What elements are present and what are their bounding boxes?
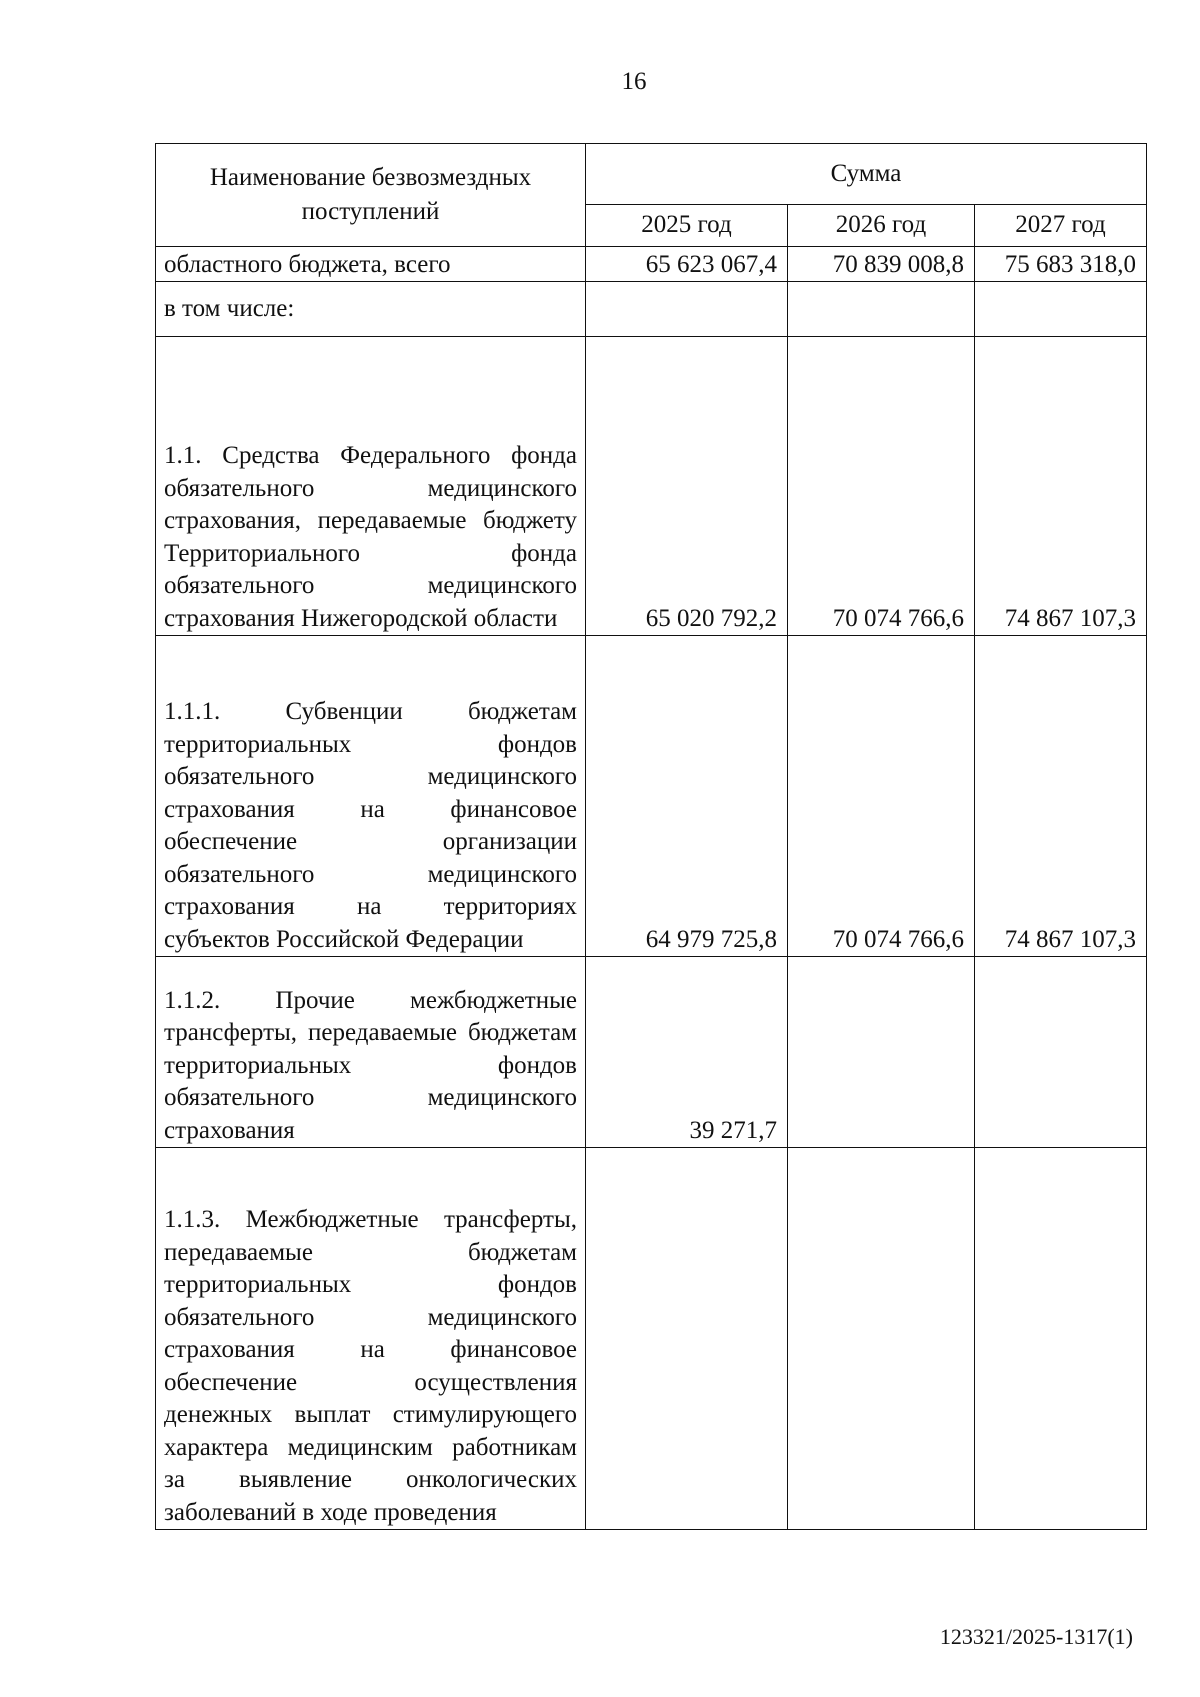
row-value-2027: 75 683 318,0 bbox=[975, 247, 1147, 282]
row-name: 1.1.2. Прочие межбюджетные трансферты, передаваемые бюджетам территориальных фондов обязательного медицинского страхования bbox=[156, 957, 586, 1148]
row-name: в том числе: bbox=[156, 282, 586, 337]
header-sum-column: Сумма bbox=[586, 144, 1147, 205]
row-value-2025: 39 271,7 bbox=[586, 957, 788, 1148]
row-name: 1.1.1. Субвенции бюджетам территориальных фондов обязательного медицинского страхования на финансовое обеспечение организации обязательного медицинского страхования на территориях субъектов Российской Федерации bbox=[156, 636, 586, 957]
row-value-2026 bbox=[788, 957, 975, 1148]
header-name-column: Наименование безвозмездных поступлений bbox=[156, 144, 586, 247]
table-row bbox=[156, 957, 1147, 1148]
table-row bbox=[156, 636, 1147, 957]
document-number: 123321/2025-1317(1) bbox=[939, 1624, 1133, 1649]
row-value-2026: 70 839 008,8 bbox=[788, 247, 975, 282]
row-value-2027 bbox=[975, 282, 1147, 337]
row-value-2027: 74 867 107,3 bbox=[975, 337, 1147, 636]
row-name: 1.1.3. Межбюджетные трансферты, передаваемые бюджетам территориальных фондов обязательного медицинского страхования на финансовое обеспечение осуществления денежных выплат стимулирующего характера медицинским работникам за выявление онкологических заболеваний в ходе проведения bbox=[156, 1148, 586, 1530]
row-value-2026 bbox=[788, 282, 975, 337]
table-row bbox=[156, 337, 1147, 636]
header-year-2025: 2025 год bbox=[586, 205, 788, 247]
row-value-2026: 70 074 766,6 bbox=[788, 636, 975, 957]
page-number: 16 bbox=[621, 68, 647, 95]
revenue-table bbox=[155, 143, 1147, 1530]
header-year-2027: 2027 год bbox=[975, 205, 1147, 247]
row-value-2025 bbox=[586, 1148, 788, 1530]
row-value-2027 bbox=[975, 957, 1147, 1148]
row-value-2025 bbox=[586, 282, 788, 337]
row-value-2025: 65 020 792,2 bbox=[586, 337, 788, 636]
row-value-2026 bbox=[788, 1148, 975, 1530]
row-value-2026: 70 074 766,6 bbox=[788, 337, 975, 636]
table-row bbox=[156, 1148, 1147, 1530]
table-row bbox=[156, 282, 1147, 337]
row-value-2027 bbox=[975, 1148, 1147, 1530]
row-name: 1.1. Средства Федерального фонда обязательного медицинского страхования, передаваемые бюджету Территориального фонда обязательного медицинского страхования Нижегородской области bbox=[156, 337, 586, 636]
row-value-2027: 74 867 107,3 bbox=[975, 636, 1147, 957]
table-row bbox=[156, 247, 1147, 282]
row-name: областного бюджета, всего bbox=[156, 247, 586, 282]
row-value-2025: 64 979 725,8 bbox=[586, 636, 788, 957]
row-value-2025: 65 623 067,4 bbox=[586, 247, 788, 282]
header-year-2026: 2026 год bbox=[788, 205, 975, 247]
